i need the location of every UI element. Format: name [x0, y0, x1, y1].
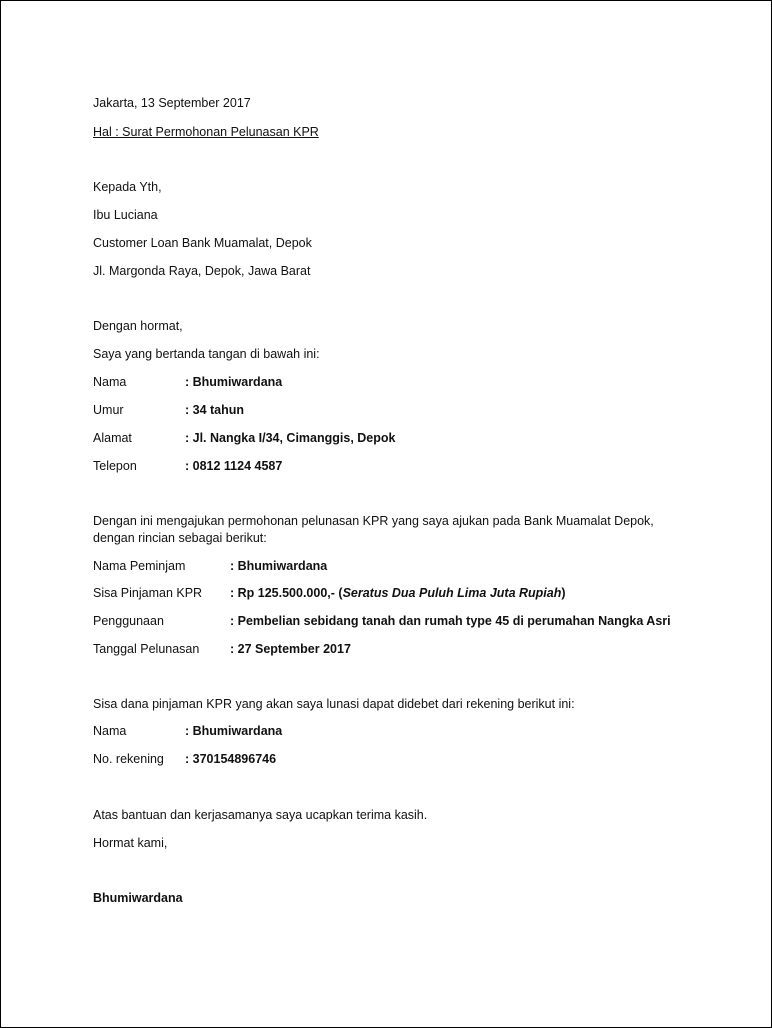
loan-row-borrower [93, 558, 327, 574]
account-row-number [93, 751, 276, 767]
loan-amount-close: ) [561, 586, 566, 600]
account-value: : 370154896746 [185, 752, 277, 766]
loan-row-date [93, 641, 351, 657]
applicant-value: : Bhumiwardana [185, 375, 283, 389]
applicant-label: Alamat [93, 431, 132, 445]
account-row-name [93, 723, 282, 739]
intro-text: Saya yang bertanda tangan di bawah ini: [93, 347, 320, 361]
loan-value: : 27 September 2017 [230, 642, 351, 656]
loan-value: : Bhumiwardana [230, 559, 328, 573]
applicant-row-name [93, 374, 282, 390]
loan-label: Nama Peminjam [93, 559, 186, 573]
loan-amount-words: Seratus Dua Puluh Lima Juta Rupiah [342, 586, 562, 600]
closing-text: Hormat kami, [93, 836, 168, 850]
applicant-label: Nama [93, 375, 127, 389]
applicant-value: : 34 tahun [185, 403, 245, 417]
loan-value: : Rp 125.500.000,- ( [230, 586, 343, 600]
letter-date: Jakarta, 13 September 2017 [93, 96, 251, 110]
applicant-label: Telepon [93, 459, 137, 473]
loan-row-remaining [93, 585, 566, 601]
account-label: Nama [93, 724, 127, 738]
recipient-name: Ibu Luciana [93, 208, 158, 222]
greeting: Dengan hormat, [93, 319, 183, 333]
applicant-row-age [93, 402, 244, 418]
signature-name: Bhumiwardana [93, 891, 183, 905]
loan-label: Tanggal Pelunasan [93, 642, 200, 656]
recipient-address: Jl. Margonda Raya, Depok, Jawa Barat [93, 264, 311, 278]
applicant-row-address [93, 430, 395, 446]
recipient-position: Customer Loan Bank Muamalat, Depok [93, 236, 312, 250]
letter-subject: Hal : Surat Permohonan Pelunasan KPR [93, 125, 319, 139]
applicant-value: : 0812 1124 4587 [185, 459, 283, 473]
loan-value: : Pembelian sebidang tanah dan rumah type 45 di perumahan Nangka Asri [230, 614, 671, 628]
loan-row-usage [93, 613, 671, 629]
applicant-label: Umur [93, 403, 124, 417]
thanks-text: Atas bantuan dan kerjasamanya saya ucapkan terima kasih. [93, 808, 428, 822]
loan-label: Sisa Pinjaman KPR [93, 586, 203, 600]
account-value: : Bhumiwardana [185, 724, 283, 738]
loan-label: Penggunaan [93, 614, 164, 628]
recipient-salutation: Kepada Yth, [93, 180, 162, 194]
request-line-1: Dengan ini mengajukan permohonan pelunasan KPR yang saya ajukan pada Bank Muamalat Depok, [93, 514, 654, 528]
request-line-2: dengan rincian sebagai berikut: [93, 531, 267, 545]
applicant-value: : Jl. Nangka I/34, Cimanggis, Depok [185, 431, 396, 445]
account-intro: Sisa dana pinjaman KPR yang akan saya lunasi dapat didebet dari rekening berikut ini: [93, 697, 575, 711]
account-label: No. rekening [93, 752, 164, 766]
applicant-row-phone [93, 458, 282, 474]
